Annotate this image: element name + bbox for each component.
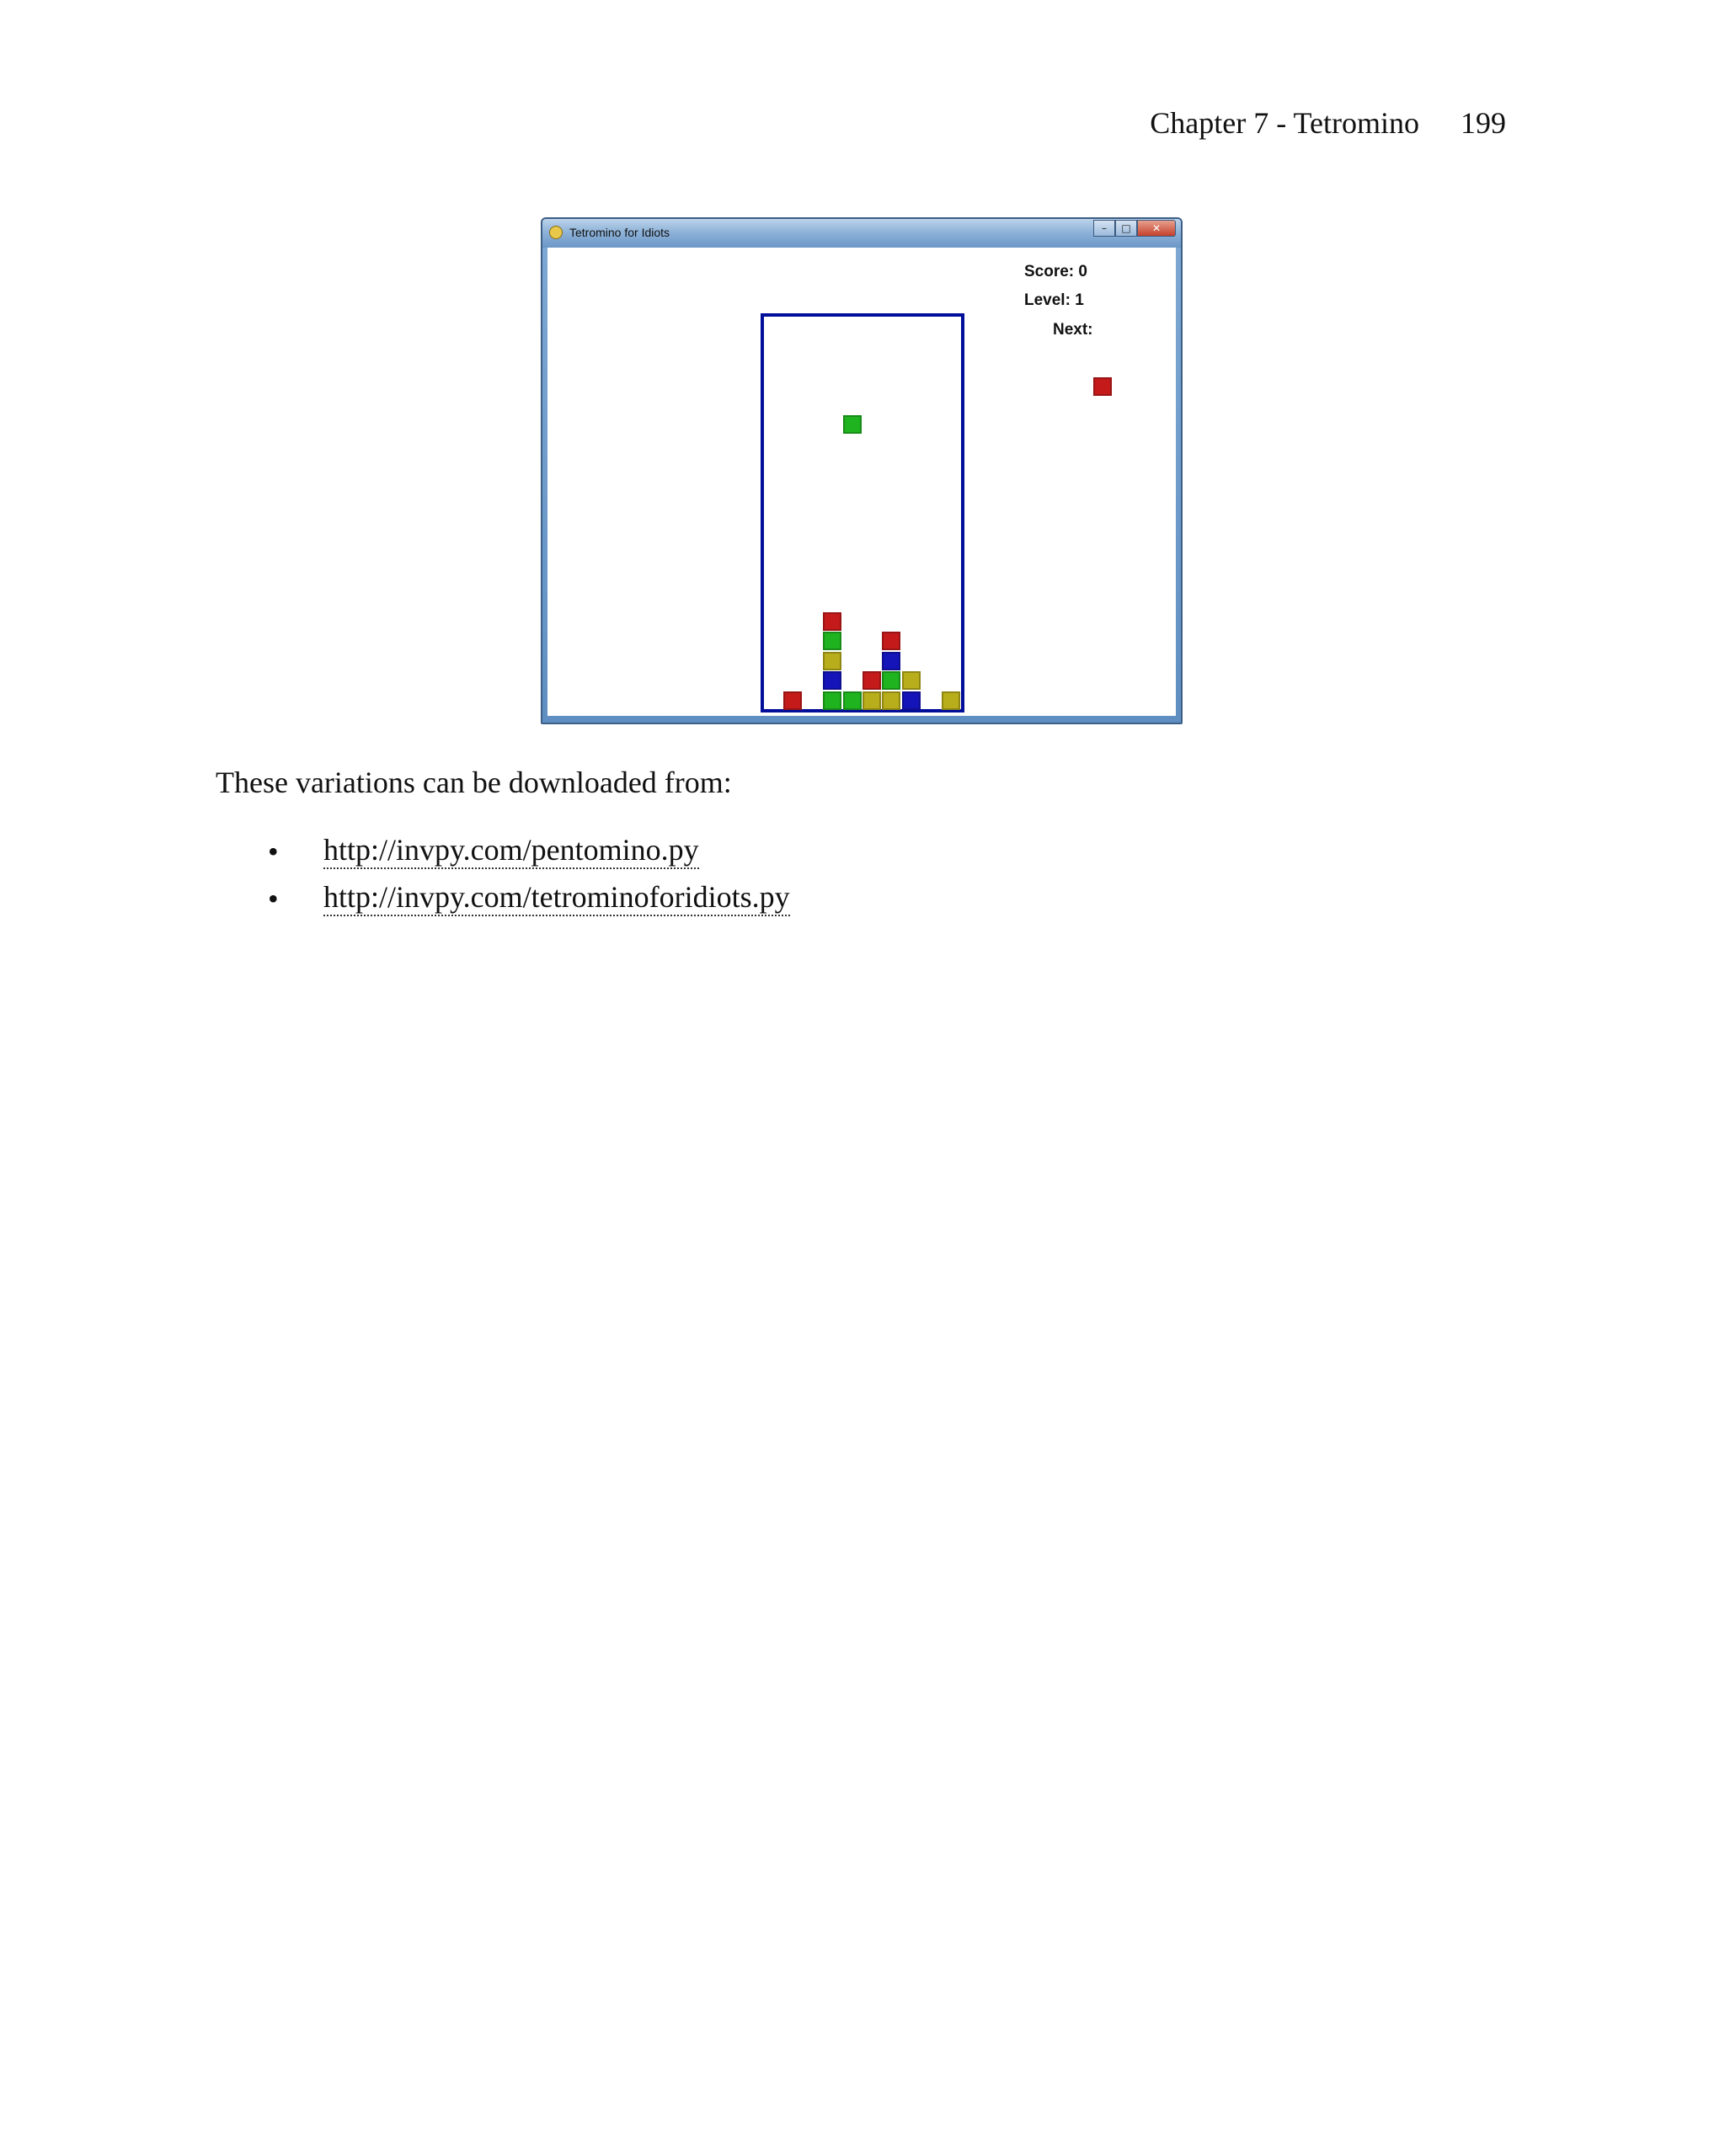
- pygame-snake-icon: [549, 226, 563, 239]
- board-block: [783, 691, 802, 710]
- next-text: Next:: [1053, 321, 1093, 339]
- falling-block: [843, 415, 862, 434]
- bullet-icon: •: [268, 835, 279, 868]
- chapter-title: Chapter 7 - Tetromino: [1150, 106, 1419, 140]
- board-block: [823, 612, 841, 631]
- caption-buttons: [1093, 220, 1176, 237]
- next-piece-block: [1093, 377, 1112, 396]
- level-text: Level: 1: [1024, 291, 1084, 309]
- board-block: [823, 671, 841, 690]
- window-titlebar: [542, 219, 1181, 248]
- window-title: Tetromino for Idiots: [569, 226, 670, 239]
- board-block: [882, 691, 900, 710]
- maximize-icon[interactable]: □: [1115, 220, 1137, 237]
- minimize-icon[interactable]: –: [1093, 220, 1115, 237]
- running-header: [1150, 108, 1506, 138]
- board-block: [823, 632, 841, 650]
- game-board: [761, 313, 964, 712]
- board-block: [882, 652, 900, 670]
- board-block: [882, 632, 900, 650]
- board-block: [862, 671, 881, 690]
- bullet-icon: •: [268, 882, 279, 915]
- board-block: [843, 691, 862, 710]
- board-block: [902, 671, 921, 690]
- board-block: [942, 691, 960, 710]
- board-block: [862, 691, 881, 710]
- intro-paragraph: These variations can be downloaded from:: [216, 766, 732, 799]
- page-number: 199: [1461, 106, 1506, 140]
- close-icon[interactable]: ✕: [1137, 220, 1176, 237]
- tetromino-for-idiots-link[interactable]: http://invpy.com/tetrominoforidiots.py: [323, 881, 790, 916]
- board-block: [823, 691, 841, 710]
- board-block: [823, 652, 841, 670]
- score-text: Score: 0: [1024, 263, 1087, 280]
- game-window-screenshot: [541, 217, 1183, 724]
- pentomino-link[interactable]: http://invpy.com/pentomino.py: [323, 834, 699, 869]
- game-canvas: [547, 248, 1176, 716]
- board-block: [882, 671, 900, 690]
- board-block: [902, 691, 921, 710]
